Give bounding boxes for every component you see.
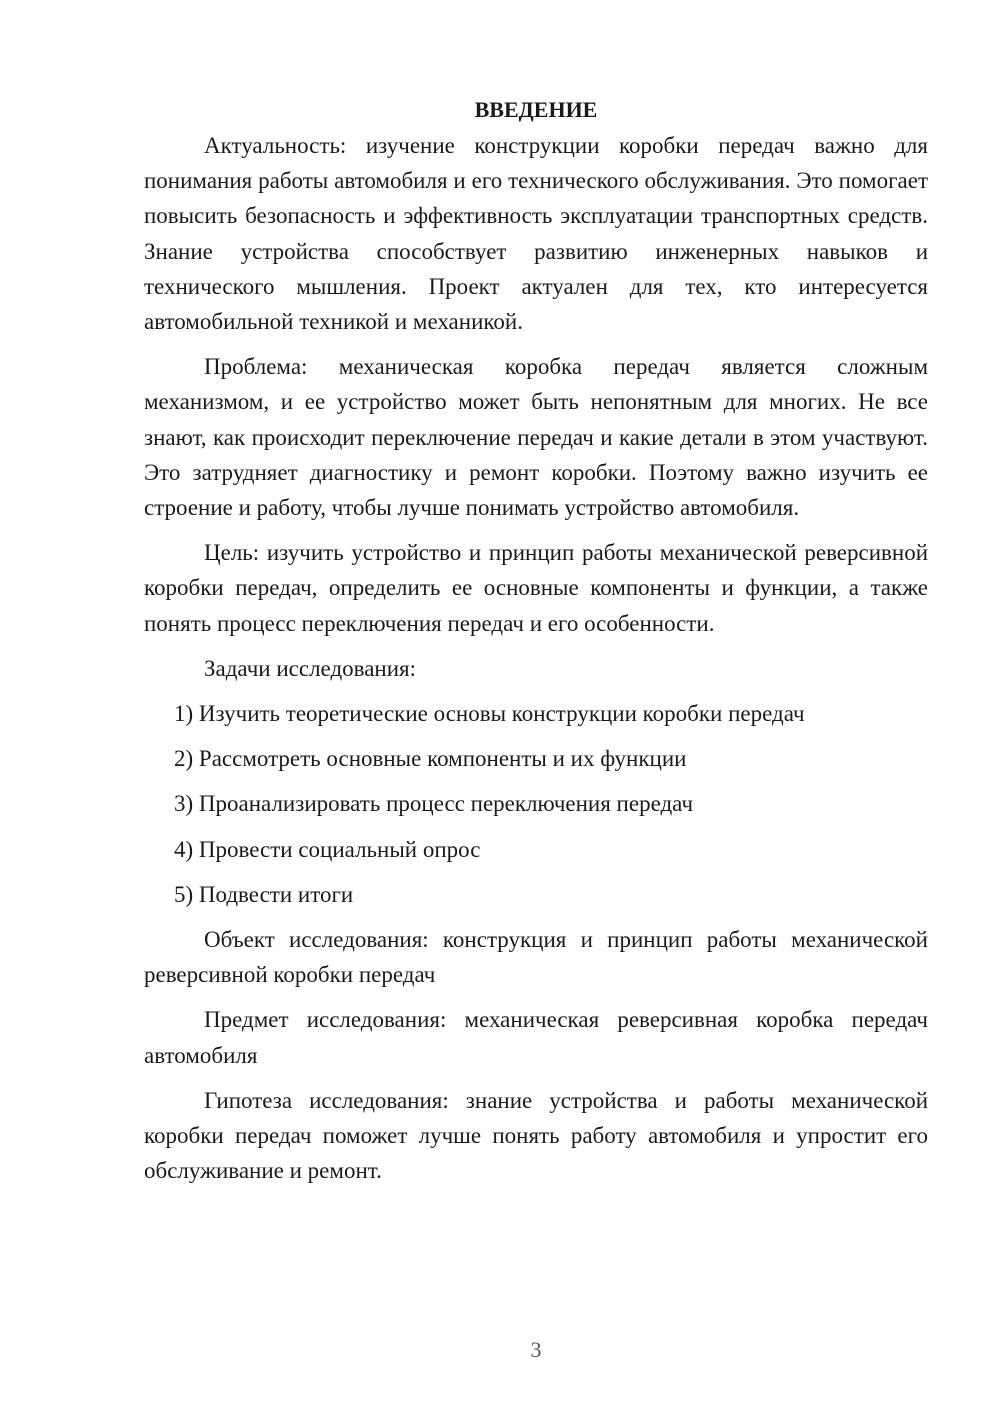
- list-item: 3) Проанализировать процесс переключения передач: [174, 791, 694, 817]
- paragraph-subject: Предмет исследования: механическая реверсивная коробка передач автомобиля: [144, 1007, 928, 1068]
- page-content: [144, 92, 928, 1198]
- paragraph-object: Объект исследования: конструкция и принцип работы механической реверсивной коробки передач: [144, 927, 928, 988]
- list-item: 5) Подвести итоги: [174, 881, 354, 907]
- page-number: 3: [530, 1337, 542, 1362]
- list-item: 1) Изучить теоретические основы конструкции коробки передач: [174, 701, 805, 727]
- tasks-heading: Задачи исследования:: [204, 655, 417, 681]
- paragraph-problem: Проблема: механическая коробка передач является сложным механизмом, и ее устройство может быть непонятным для многих. Не все знают, как происходит переключение передач и какие детали в этом участвуют. Это затрудняет диагностику и ремонт коробки. Поэтому важно изучить ее строение и работу, чтобы лучше понимать устройство автомобиля.: [144, 354, 928, 521]
- list-item: 2) Рассмотреть основные компоненты и их функции: [174, 746, 687, 772]
- paragraph-relevance: Актуальность: изучение конструкции коробки передач важно для понимания работы автомобиля и его технического обслуживания. Это помогает повысить безопасность и эффективность эксплуатации транспортных средств. Знание устройства способствует развитию инженерных навыков и технического мышления. Проект актуален для тех, кто интересуется автомобильной техникой и механикой.: [144, 133, 928, 335]
- tasks-list: [144, 696, 928, 912]
- list-item: 4) Провести социальный опрос: [174, 836, 481, 862]
- page-title: ВВЕДЕНИЕ: [474, 97, 598, 122]
- paragraph-goal: Цель: изучить устройство и принцип работы механической реверсивной коробки передач, определить ее основные компоненты и функции, а также понять процесс переключения передач и его особенности.: [144, 540, 928, 636]
- paragraph-hypothesis: Гипотеза исследования: знание устройства и работы механической коробки передач поможет лучше понять работу автомобиля и упростит его обслуживание и ремонт.: [144, 1087, 928, 1184]
